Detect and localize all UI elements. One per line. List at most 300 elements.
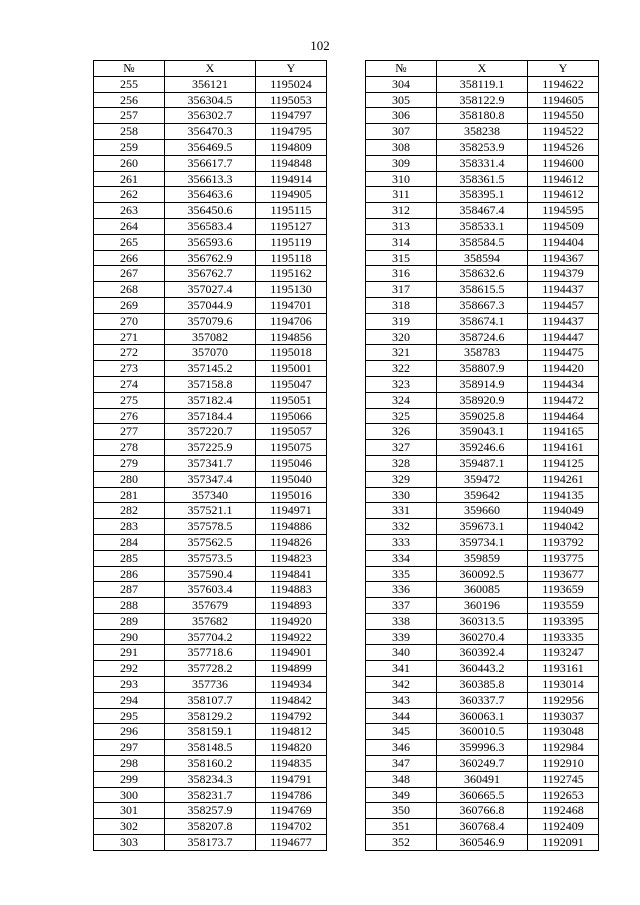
y-coordinate-cell: 1195066 [256,408,327,424]
y-coordinate-cell: 1194914 [256,171,327,187]
y-coordinate-cell: 1194841 [256,566,327,582]
x-coordinate-cell: 358159.1 [165,724,256,740]
y-coordinate-cell: 1192956 [528,692,599,708]
y-coordinate-cell: 1192745 [528,771,599,787]
point-number-cell: 328 [366,455,437,471]
point-number-cell: 256 [94,92,165,108]
table-row [94,139,327,155]
table-row [366,708,599,724]
point-number-cell: 276 [94,408,165,424]
point-number-cell: 345 [366,724,437,740]
x-coordinate-cell: 357182.4 [165,392,256,408]
x-coordinate-cell: 358148.5 [165,740,256,756]
point-number-cell: 294 [94,692,165,708]
y-coordinate-cell: 1194791 [256,771,327,787]
point-number-cell: 311 [366,187,437,203]
point-number-cell: 268 [94,282,165,298]
x-coordinate-cell: 357027.4 [165,282,256,298]
table-row [94,487,327,503]
table-row [94,440,327,456]
x-coordinate-cell: 356470.3 [165,124,256,140]
y-coordinate-cell: 1194706 [256,313,327,329]
table-row [366,124,599,140]
table-row [94,471,327,487]
table-row [366,756,599,772]
point-number-cell: 273 [94,361,165,377]
x-coordinate-cell: 360766.8 [437,803,528,819]
y-coordinate-cell: 1194261 [528,471,599,487]
x-coordinate-cell: 359734.1 [437,534,528,550]
x-coordinate-cell: 358667.3 [437,297,528,313]
point-number-cell: 286 [94,566,165,582]
y-coordinate-cell: 1194042 [528,519,599,535]
point-number-cell: 314 [366,234,437,250]
point-number-cell: 352 [366,835,437,851]
table-row [366,139,599,155]
x-coordinate-cell: 358533.1 [437,218,528,234]
y-coordinate-cell: 1193559 [528,598,599,614]
y-coordinate-cell: 1194367 [528,250,599,266]
x-coordinate-cell: 358180.8 [437,108,528,124]
point-number-cell: 329 [366,471,437,487]
point-number-cell: 305 [366,92,437,108]
table-row [94,171,327,187]
point-number-cell: 333 [366,534,437,550]
y-coordinate-cell: 1194612 [528,187,599,203]
point-number-cell: 343 [366,692,437,708]
x-coordinate-cell: 358238 [437,124,528,140]
x-coordinate-cell: 357679 [165,598,256,614]
table-row [94,503,327,519]
point-number-cell: 309 [366,155,437,171]
point-number-cell: 321 [366,345,437,361]
y-coordinate-cell: 1194550 [528,108,599,124]
x-coordinate-cell: 357044.9 [165,297,256,313]
point-number-cell: 299 [94,771,165,787]
x-coordinate-cell: 358129.2 [165,708,256,724]
x-coordinate-cell: 358173.7 [165,835,256,851]
y-coordinate-cell: 1193677 [528,566,599,582]
y-coordinate-cell: 1194437 [528,282,599,298]
table-row [366,313,599,329]
x-coordinate-cell: 359996.3 [437,740,528,756]
point-number-cell: 301 [94,803,165,819]
table-row [366,203,599,219]
table-row [94,234,327,250]
table-row [366,629,599,645]
x-coordinate-cell: 360196 [437,598,528,614]
x-coordinate-cell: 358361.5 [437,171,528,187]
point-number-cell: 337 [366,598,437,614]
coordinates-table-right [365,60,599,851]
x-coordinate-cell: 357521.1 [165,503,256,519]
y-coordinate-cell: 1194420 [528,361,599,377]
y-coordinate-cell: 1194809 [256,139,327,155]
x-coordinate-cell: 357736 [165,677,256,693]
table-row [94,550,327,566]
y-coordinate-cell: 1195018 [256,345,327,361]
table-row [366,613,599,629]
point-number-cell: 340 [366,645,437,661]
y-coordinate-cell: 1195024 [256,76,327,92]
x-coordinate-cell: 359859 [437,550,528,566]
x-coordinate-cell: 358807.9 [437,361,528,377]
table-row [94,692,327,708]
table-row [94,345,327,361]
table-row [366,171,599,187]
x-coordinate-cell: 357145.2 [165,361,256,377]
point-number-cell: 277 [94,424,165,440]
point-number-cell: 342 [366,677,437,693]
y-coordinate-cell: 1194600 [528,155,599,171]
table-row [366,661,599,677]
point-number-cell: 262 [94,187,165,203]
point-number-cell: 287 [94,582,165,598]
y-coordinate-cell: 1195119 [256,234,327,250]
x-coordinate-cell: 358231.7 [165,787,256,803]
x-coordinate-cell: 358594 [437,250,528,266]
y-coordinate-cell: 1193247 [528,645,599,661]
y-coordinate-cell: 1194826 [256,534,327,550]
table-row [366,282,599,298]
y-coordinate-cell: 1195115 [256,203,327,219]
table-row [94,629,327,645]
y-coordinate-cell: 1194475 [528,345,599,361]
x-coordinate-cell: 360665.5 [437,787,528,803]
y-coordinate-cell: 1194677 [256,835,327,851]
x-coordinate-cell: 356583.4 [165,218,256,234]
table-row [94,819,327,835]
coordinates-table-left [93,60,327,851]
x-coordinate-cell: 356593.6 [165,234,256,250]
y-coordinate-cell: 1194165 [528,424,599,440]
x-coordinate-cell: 360313.5 [437,613,528,629]
table-row [366,92,599,108]
y-coordinate-cell: 1194812 [256,724,327,740]
point-number-cell: 293 [94,677,165,693]
table-row [94,297,327,313]
y-coordinate-cell: 1195001 [256,361,327,377]
point-number-cell: 313 [366,218,437,234]
y-coordinate-cell: 1194820 [256,740,327,756]
y-coordinate-cell: 1195047 [256,376,327,392]
y-coordinate-cell: 1194379 [528,266,599,282]
x-coordinate-cell: 358257.9 [165,803,256,819]
table-row [366,424,599,440]
header-x: X [437,61,528,77]
point-number-cell: 275 [94,392,165,408]
x-coordinate-cell: 357590.4 [165,566,256,582]
y-coordinate-cell: 1194049 [528,503,599,519]
table-row [94,108,327,124]
table-row [366,835,599,851]
header-y: Y [528,61,599,77]
table-row [94,455,327,471]
y-coordinate-cell: 1192984 [528,740,599,756]
x-coordinate-cell: 360092.5 [437,566,528,582]
point-number-cell: 281 [94,487,165,503]
x-coordinate-cell: 356121 [165,76,256,92]
table-row [94,266,327,282]
x-coordinate-cell: 360270.4 [437,629,528,645]
x-coordinate-cell: 356450.6 [165,203,256,219]
point-number-cell: 284 [94,534,165,550]
x-coordinate-cell: 357704.2 [165,629,256,645]
table-row [94,218,327,234]
table-row [94,392,327,408]
x-coordinate-cell: 358160.2 [165,756,256,772]
table-row [366,487,599,503]
x-coordinate-cell: 360546.9 [437,835,528,851]
table-row [94,771,327,787]
table-row [366,598,599,614]
x-coordinate-cell: 358632.6 [437,266,528,282]
y-coordinate-cell: 1195127 [256,218,327,234]
point-number-cell: 323 [366,376,437,392]
point-number-cell: 315 [366,250,437,266]
y-coordinate-cell: 1194769 [256,803,327,819]
x-coordinate-cell: 359673.1 [437,519,528,535]
point-number-cell: 295 [94,708,165,724]
table-row [94,408,327,424]
point-number-cell: 259 [94,139,165,155]
point-number-cell: 255 [94,76,165,92]
point-number-cell: 272 [94,345,165,361]
point-number-cell: 302 [94,819,165,835]
y-coordinate-cell: 1194522 [528,124,599,140]
x-coordinate-cell: 359025.8 [437,408,528,424]
table-row [366,345,599,361]
y-coordinate-cell: 1194605 [528,92,599,108]
table-row [366,455,599,471]
point-number-cell: 319 [366,313,437,329]
table-row [366,234,599,250]
point-number-cell: 297 [94,740,165,756]
x-coordinate-cell: 359246.6 [437,440,528,456]
table-row [94,787,327,803]
table-row [366,582,599,598]
point-number-cell: 336 [366,582,437,598]
y-coordinate-cell: 1194920 [256,613,327,629]
x-coordinate-cell: 359660 [437,503,528,519]
table-row [366,376,599,392]
header-number: № [94,61,165,77]
y-coordinate-cell: 1194795 [256,124,327,140]
point-number-cell: 316 [366,266,437,282]
point-number-cell: 310 [366,171,437,187]
y-coordinate-cell: 1194899 [256,661,327,677]
y-coordinate-cell: 1194595 [528,203,599,219]
header-number: № [366,61,437,77]
point-number-cell: 282 [94,503,165,519]
x-coordinate-cell: 356762.9 [165,250,256,266]
x-coordinate-cell: 357347.4 [165,471,256,487]
y-coordinate-cell: 1193775 [528,550,599,566]
x-coordinate-cell: 360385.8 [437,677,528,693]
y-coordinate-cell: 1194622 [528,76,599,92]
table-row [94,313,327,329]
x-coordinate-cell: 357184.4 [165,408,256,424]
y-coordinate-cell: 1193659 [528,582,599,598]
x-coordinate-cell: 358122.9 [437,92,528,108]
x-coordinate-cell: 357158.8 [165,376,256,392]
x-coordinate-cell: 360063.1 [437,708,528,724]
point-number-cell: 330 [366,487,437,503]
table-row [94,76,327,92]
table-row [366,297,599,313]
point-number-cell: 291 [94,645,165,661]
y-coordinate-cell: 1194702 [256,819,327,835]
x-coordinate-cell: 359642 [437,487,528,503]
point-number-cell: 349 [366,787,437,803]
x-coordinate-cell: 356469.5 [165,139,256,155]
y-coordinate-cell: 1194701 [256,297,327,313]
table-row [94,566,327,582]
x-coordinate-cell: 357562.5 [165,534,256,550]
x-coordinate-cell: 359043.1 [437,424,528,440]
y-coordinate-cell: 1194612 [528,171,599,187]
x-coordinate-cell: 356304.5 [165,92,256,108]
x-coordinate-cell: 357070 [165,345,256,361]
point-number-cell: 320 [366,329,437,345]
y-coordinate-cell: 1194464 [528,408,599,424]
table-row [366,155,599,171]
point-number-cell: 285 [94,550,165,566]
table-row [366,108,599,124]
point-number-cell: 263 [94,203,165,219]
table-row [94,803,327,819]
x-coordinate-cell: 360443.2 [437,661,528,677]
point-number-cell: 290 [94,629,165,645]
point-number-cell: 265 [94,234,165,250]
y-coordinate-cell: 1194437 [528,313,599,329]
table-row [366,692,599,708]
x-coordinate-cell: 358395.1 [437,187,528,203]
point-number-cell: 264 [94,218,165,234]
table-row [366,803,599,819]
point-number-cell: 339 [366,629,437,645]
point-number-cell: 348 [366,771,437,787]
x-coordinate-cell: 358615.5 [437,282,528,298]
table-row [94,361,327,377]
point-number-cell: 289 [94,613,165,629]
x-coordinate-cell: 360337.7 [437,692,528,708]
header-y: Y [256,61,327,77]
table-row [366,534,599,550]
y-coordinate-cell: 1193161 [528,661,599,677]
point-number-cell: 322 [366,361,437,377]
table-row [94,376,327,392]
point-number-cell: 303 [94,835,165,851]
y-coordinate-cell: 1194971 [256,503,327,519]
header-row [94,61,327,77]
point-number-cell: 271 [94,329,165,345]
table-row [94,282,327,298]
table-row [366,266,599,282]
x-coordinate-cell: 358724.6 [437,329,528,345]
y-coordinate-cell: 1195162 [256,266,327,282]
y-coordinate-cell: 1192910 [528,756,599,772]
table-row [94,598,327,614]
point-number-cell: 296 [94,724,165,740]
y-coordinate-cell: 1195118 [256,250,327,266]
y-coordinate-cell: 1194135 [528,487,599,503]
table-row [94,756,327,772]
table-row [366,503,599,519]
table-row [94,187,327,203]
y-coordinate-cell: 1194404 [528,234,599,250]
y-coordinate-cell: 1195046 [256,455,327,471]
x-coordinate-cell: 357082 [165,329,256,345]
point-number-cell: 280 [94,471,165,487]
table-row [366,819,599,835]
y-coordinate-cell: 1194922 [256,629,327,645]
table-row [94,724,327,740]
x-coordinate-cell: 358119.1 [437,76,528,92]
point-number-cell: 278 [94,440,165,456]
table-row [94,203,327,219]
table-row [366,218,599,234]
header-x: X [165,61,256,77]
y-coordinate-cell: 1193335 [528,629,599,645]
y-coordinate-cell: 1195057 [256,424,327,440]
y-coordinate-cell: 1194901 [256,645,327,661]
point-number-cell: 292 [94,661,165,677]
y-coordinate-cell: 1194835 [256,756,327,772]
point-number-cell: 269 [94,297,165,313]
x-coordinate-cell: 357728.2 [165,661,256,677]
table-row [94,519,327,535]
page-number: 102 [310,38,330,53]
table-row [366,771,599,787]
y-coordinate-cell: 1194934 [256,677,327,693]
table-row [94,582,327,598]
y-coordinate-cell: 1195130 [256,282,327,298]
x-coordinate-cell: 360010.5 [437,724,528,740]
table-row [366,250,599,266]
point-number-cell: 266 [94,250,165,266]
point-number-cell: 312 [366,203,437,219]
y-coordinate-cell: 1193792 [528,534,599,550]
point-number-cell: 331 [366,503,437,519]
table-row [94,329,327,345]
x-coordinate-cell: 358467.4 [437,203,528,219]
point-number-cell: 350 [366,803,437,819]
point-number-cell: 346 [366,740,437,756]
table-row [94,708,327,724]
point-number-cell: 258 [94,124,165,140]
y-coordinate-cell: 1194447 [528,329,599,345]
table-row [94,92,327,108]
table-row [366,392,599,408]
y-coordinate-cell: 1195040 [256,471,327,487]
x-coordinate-cell: 359472 [437,471,528,487]
point-number-cell: 257 [94,108,165,124]
x-coordinate-cell: 358234.3 [165,771,256,787]
x-coordinate-cell: 360392.4 [437,645,528,661]
point-number-cell: 334 [366,550,437,566]
x-coordinate-cell: 357340 [165,487,256,503]
y-coordinate-cell: 1194457 [528,297,599,313]
table-row [94,661,327,677]
x-coordinate-cell: 359487.1 [437,455,528,471]
point-number-cell: 274 [94,376,165,392]
y-coordinate-cell: 1193037 [528,708,599,724]
table-row [94,124,327,140]
x-coordinate-cell: 358584.5 [437,234,528,250]
table-row [366,724,599,740]
y-coordinate-cell: 1194472 [528,392,599,408]
